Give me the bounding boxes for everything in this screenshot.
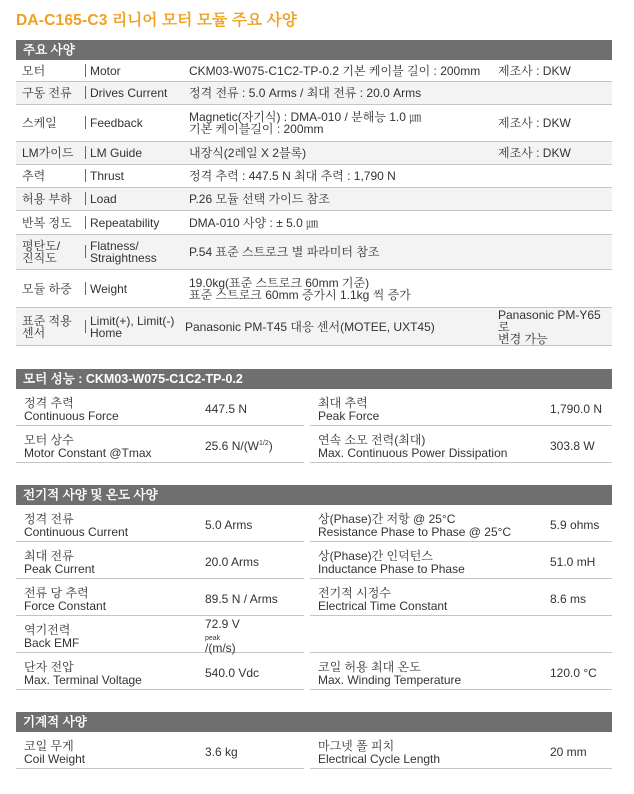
spec-row-repeatability [16,211,612,235]
spec-label-ko: 표준 적용 센서 [22,313,72,340]
spec-value: 19.0kg(표준 스트로크 60mm 기준) 표준 스트로크 60mm 증가시 1.1kg 씩 증가 [189,275,411,302]
spec-label-en: Repeatability [85,211,185,234]
spec-row-motor [16,60,612,82]
spec-label-en: Motor [85,60,185,81]
spec-label-ko: 평탄도/ 진직도 [22,239,61,265]
mechanical-header: 기계적 사양 [16,712,612,732]
spec-row-feedback [16,105,612,142]
spec-value: Panasonic PM-T45 대응 센서(MOTEE, UXT45) [185,319,435,334]
spec-row-thrust [16,165,612,188]
spec-extra: 제조사 : DKW [498,63,571,78]
main-spec-header: 주요 사양 [16,40,612,60]
mechanical-grid [16,735,612,772]
elec-back-emf: 역기전력 Back EMF 72.9 V peak /(m/s) [16,619,304,653]
spec-value: DMA-010 사양 : ± 5.0 ㎛ [189,215,319,230]
spec-value: CKM03-W075-C1C2-TP-0.2 기본 케이블 길이 : 200mm [189,63,481,78]
spec-label-en: Weight [85,270,185,307]
motor-perf-header: 모터 성능 : CKM03-W075-C1C2-TP-0.2 [16,369,612,389]
spec-label-en: Load [85,188,185,210]
perf-continuous-force: 정격 추력 Continuous Force 447.5 N [16,392,304,426]
spec-label-ko: 추력 [22,169,46,183]
spec-value: 정격 추력 : 447.5 N 최대 추력 : 1,790 N [189,169,396,183]
spec-extra: Panasonic PM-Y65로 변경 가능 [498,307,601,346]
elec-terminal-voltage: 단자 전압 Max. Terminal Voltage 540.0 Vdc [16,656,304,690]
spec-label-en: Thrust [85,165,185,187]
spec-value: 정격 전류 : 5.0 Arms / 최대 전류 : 20.0 Arms [189,86,422,100]
spec-label-ko: 반복 정도 [22,215,72,230]
spec-label-ko: LM가이드 [22,146,74,160]
elec-peak-current: 최대 전류 Peak Current 20.0 Arms [16,545,304,579]
spec-label-en: Drives Current [85,82,185,104]
spec-label-ko: 모듈 하중 [22,281,72,296]
elec-empty-cell [310,619,612,653]
spec-value: P.54 표준 스트로크 별 파라미터 참조 [189,245,380,259]
mech-coil-weight: 코일 무게 Coil Weight 3.6 kg [16,735,304,769]
perf-peak-force: 최대 추력 Peak Force 1,790.0 N [310,392,612,426]
elec-time-constant: 전기적 시정수 Electrical Time Constant 8.6 ms [310,582,612,616]
elec-winding-temp: 코일 허용 최대 온도 Max. Winding Temperature 120.0 °C [310,656,612,690]
page-title: DA-C165-C3 리니어 모터 모듈 주요 사양 [16,12,298,29]
elec-resistance: 상(Phase)간 저항 @ 25°C Resistance Phase to Phase @ 25°C 5.9 ohms [310,508,612,542]
spec-row-flatness [16,235,612,270]
elec-force-constant: 전류 당 추력 Force Constant 89.5 N / Arms [16,582,304,616]
spec-extra: 제조사 : DKW [498,116,571,130]
spec-value: Magnetic(자기식) : DMA-010 / 분해능 1.0 ㎛ 기본 케이블길이 : 200mm [189,110,422,136]
main-spec-table [16,60,612,346]
motor-perf-grid [16,392,612,466]
spec-label-ko: 모터 [22,63,46,78]
spec-value: 내장식(2레일 X 2블록) [189,146,307,160]
spec-label-en: Limit(+), Limit(-) Home [85,308,185,345]
spec-row-drives-current [16,82,612,105]
spec-row-weight [16,270,612,308]
spec-value: P.26 모듈 선택 가이드 참조 [189,192,330,206]
spec-label-ko: 허용 부하 [22,192,72,206]
spec-row-sensor [16,308,612,346]
spec-label-en: Feedback [85,105,185,141]
spec-label-ko: 스케일 [22,116,57,130]
electrical-grid [16,508,612,693]
spec-label-en: LM Guide [85,142,185,164]
elec-inductance: 상(Phase)간 인덕턴스 Inductance Phase to Phase 51.0 mH [310,545,612,579]
spec-label-en: Flatness/ Straightness [85,235,185,269]
spec-label-ko: 구동 전류 [22,86,72,100]
spec-row-load [16,188,612,211]
mech-pole-pitch: 마그넷 폴 피치 Electrical Cycle Length 20 mm [310,735,612,769]
spec-row-lm-guide [16,142,612,165]
electrical-header: 전기적 사양 및 온도 사양 [16,485,612,505]
perf-power-dissipation: 연속 소모 전력(최대) Max. Continuous Power Dissipation 303.8 W [310,429,612,463]
elec-continuous-current: 정격 전류 Continuous Current 5.0 Arms [16,508,304,542]
spec-extra: 제조사 : DKW [498,146,571,160]
perf-motor-constant: 모터 상수 Motor Constant @Tmax 25.6 N/(W 1/2 ) [16,429,304,463]
